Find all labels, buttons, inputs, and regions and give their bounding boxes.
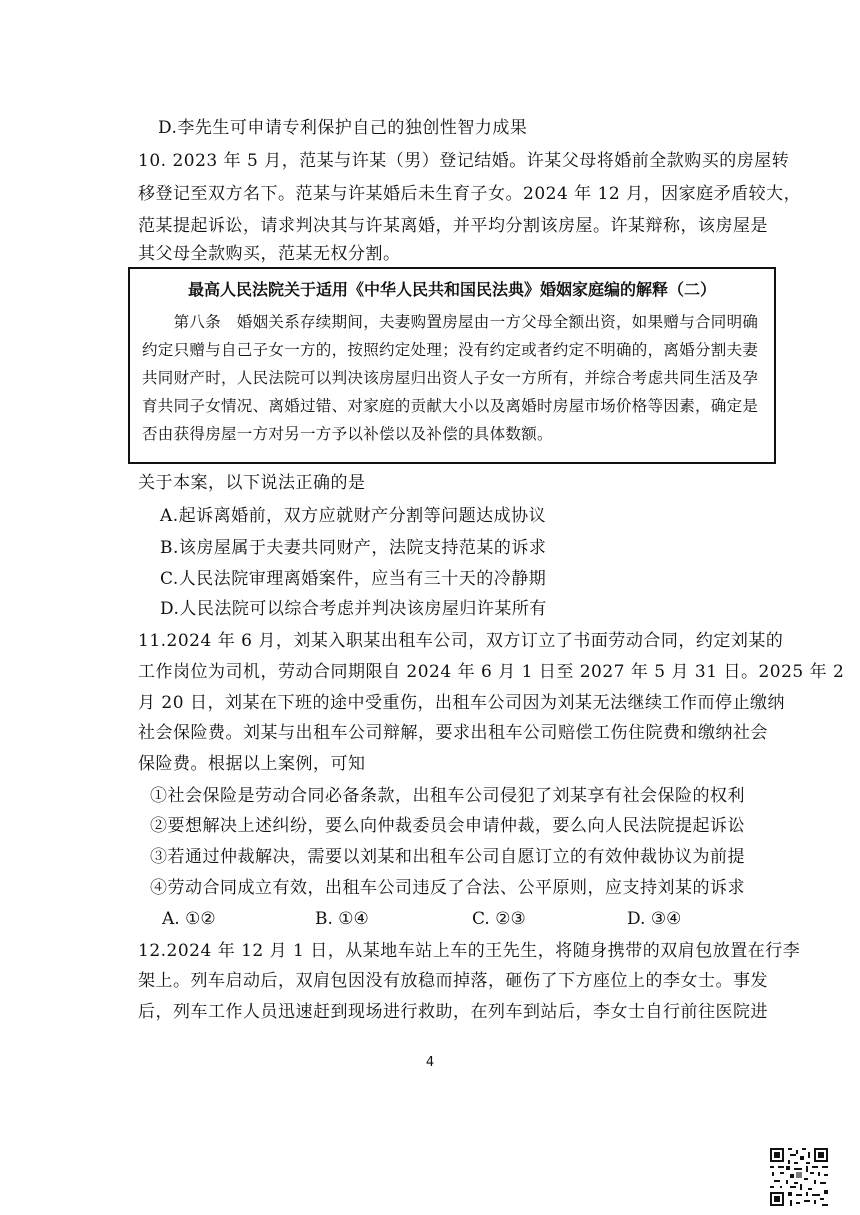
q11-statement-4: ④劳动合同成立有效，出租车公司违反了合法、公平原则，应支持刘某的诉求 (150, 878, 745, 898)
q10-stem-line-3: 范某提起诉讼，请求判决其与许某离婚，并平均分割该房屋。许某辩称，该房屋是 (138, 216, 768, 236)
q11-statement-2: ②要想解决上述纠纷，要么向仲裁委员会申请仲裁，要么向人民法院提起诉讼 (150, 816, 745, 836)
q11-stem-line-2: 工作岗位为司机，劳动合同期限自 2024 年 6 月 1 日至 2027 年 5 月 31 日。2025 年 2 (138, 662, 845, 682)
law-excerpt-line-4: 育共同子女情况、离婚过错、对家庭的贡献大小以及离婚时房屋市场价格等因素，确定是 (142, 397, 759, 415)
page-number: 4 (425, 1055, 435, 1070)
q10-stem-line-1: 10. 2023 年 5 月，范某与许某（男）登记结婚。许某父母将婚前全款购买的房屋转 (138, 151, 790, 171)
q11-option-c: C. ②③ (472, 909, 526, 929)
q11-option-a: A. ①② (162, 909, 216, 929)
law-excerpt-line-3: 共同财产时，人民法院可以判决该房屋归出资人子女一方所有，并综合考虑共同生活及孕 (142, 369, 759, 387)
q11-stem-line-3: 月 20 日，刘某在下班的途中受重伤，出租车公司因为刘某无法继续工作而停止缴纳 (138, 693, 785, 713)
q12-stem-line-1: 12.2024 年 12 月 1 日，从某地车站上车的王先生，将随身携带的双肩包放置在行李 (138, 941, 801, 961)
q10-option-b: B.该房屋属于夫妻共同财产，法院支持范某的诉求 (160, 538, 547, 558)
q10-stem-line-2: 移登记至双方名下。范某与许某婚后未生育子女。2024 年 12 月，因家庭矛盾较大， (138, 184, 802, 204)
q11-statement-1: ①社会保险是劳动合同必备条款，出租车公司侵犯了刘某享有社会保险的权利 (150, 786, 745, 806)
q12-stem-line-3: 后，列车工作人员迅速赶到现场进行救助，在列车到站后，李女士自行前往医院进 (138, 1002, 768, 1022)
law-excerpt-line-2: 约定只赠与自己子女一方的，按照约定处理；没有约定或者约定不明确的，离婚分割夫妻 (142, 341, 759, 359)
law-excerpt-line-5: 否由获得房屋一方对另一方予以补偿以及补偿的具体数额。 (142, 425, 553, 443)
law-excerpt-box (128, 267, 776, 464)
q9-option-d: D.李先生可申请专利保护自己的独创性智力成果 (158, 118, 528, 138)
q10-option-a: A.起诉离婚前，双方应就财产分割等问题达成协议 (160, 506, 547, 526)
q11-stem-line-4: 社会保险费。刘某与出租车公司辩解，要求出租车公司赔偿工伤住院费和缴纳社会 (138, 723, 768, 743)
q12-stem-line-2: 架上。列车启动后，双肩包因没有放稳而掉落，砸伤了下方座位上的李女士。事发 (138, 971, 768, 991)
q10-option-c: C.人民法院审理离婚案件，应当有三十天的冷静期 (160, 569, 547, 589)
q10-question: 关于本案，以下说法正确的是 (138, 473, 366, 493)
law-excerpt-title: 最高人民法院关于适用《中华人民共和国民法典》婚姻家庭编的解释（二） (187, 280, 716, 299)
q10-stem-line-4: 其父母全款购买，范某无权分割。 (138, 244, 401, 264)
q11-stem-line-5: 保险费。根据以上案例，可知 (138, 754, 366, 774)
qr-code-icon (768, 1146, 830, 1208)
q11-option-b: B. ①④ (315, 909, 369, 929)
q11-option-d: D. ③④ (627, 909, 682, 929)
q11-statement-3: ③若通过仲裁解决，需要以刘某和出租车公司自愿订立的有效仲裁协议为前提 (150, 847, 745, 867)
q11-stem-line-1: 11.2024 年 6 月，刘某入职某出租车公司，双方订立了书面劳动合同，约定刘某的 (138, 631, 784, 651)
law-excerpt-line-1: 第八条 婚姻关系存续期间，夫妻购置房屋由一方父母全额出资，如果赠与合同明确 (142, 313, 759, 331)
q10-option-d: D.人民法院可以综合考虑并判决该房屋归许某所有 (160, 599, 547, 619)
